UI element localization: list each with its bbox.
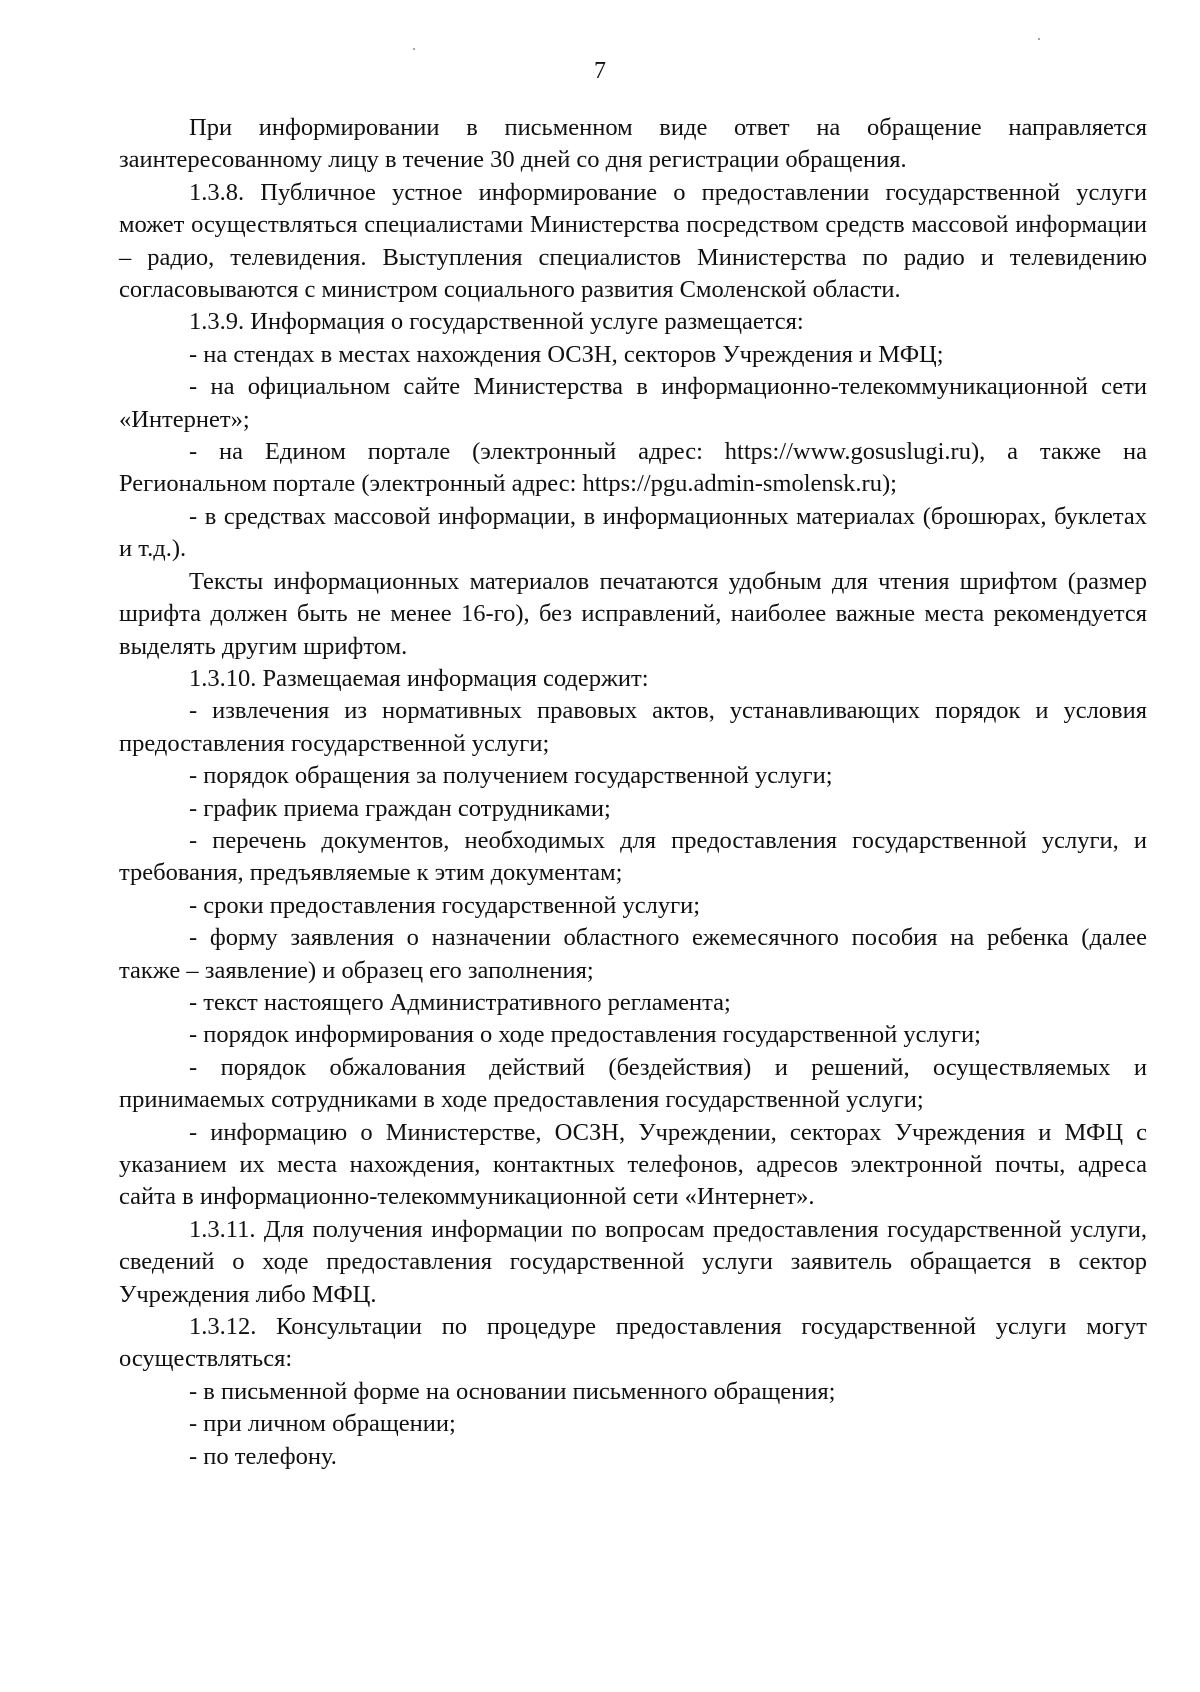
page-number: 7 — [594, 58, 606, 84]
list-item-official-site: - на официальном сайте Министерства в информационно-телекоммуникационной сети «Интернет»; — [119, 373, 1147, 433]
paragraph-1-3-10: 1.3.10. Размещаемая информация содержит: — [189, 664, 649, 692]
paragraph-1-3-9: 1.3.9. Информация о государственной услуге размещается: — [189, 308, 804, 336]
paragraph-1-3-12: 1.3.12. Консультации по процедуре предоставления государственной услуги могут осуществляться: — [119, 1313, 1147, 1373]
list-item-stands: - на стендах в местах нахождения ОСЗН, секторов Учреждения и МФЦ; — [189, 340, 944, 368]
list-item-deadlines: - сроки предоставления государственной услуги; — [189, 891, 701, 919]
list-item-application-procedure: - порядок обращения за получением государственной услуги; — [189, 762, 833, 790]
document-body — [119, 112, 1147, 1473]
paragraph-info-materials: Тексты информационных материалов печатаются удобным для чтения шрифтом (размер шрифта должен быть не менее 16-го), без исправлений, наиболее важные места рекомендуется выделять другим шрифтом. — [119, 567, 1147, 660]
list-item-phone: - по телефону. — [189, 1442, 337, 1470]
scan-speck — [1038, 38, 1040, 40]
list-item-personal-visit: - при личном обращении; — [189, 1410, 456, 1438]
list-item-documents-list: - перечень документов, необходимых для предоставления государственной услуги, и требования, предъявляемые к этим документам; — [119, 826, 1147, 887]
list-item-legal-extracts: - извлечения из нормативных правовых актов, устанавливающих порядок и условия предоставления государственной услуги; — [119, 697, 1147, 757]
list-item-unified-portal: - на Едином портале (электронный адрес: https://www.gosuslugi.ru), а также на Региональном портале (электронный адрес: https://pgu.admin-smolensk.ru); — [119, 438, 1147, 498]
list-item-written-form: - в письменной форме на основании письменного обращения; — [189, 1377, 836, 1405]
list-item-application-form: - форму заявления о назначении областного ежемесячного пособия на ребенка (далее также – заявление) и образец его заполнения; — [119, 924, 1147, 984]
list-item-informing-procedure: - порядок информирования о ходе предоставления государственной услуги; — [189, 1021, 981, 1049]
scan-speck — [413, 48, 415, 50]
paragraph-1-3-11: 1.3.11. Для получения информации по вопросам предоставления государственной услуги, сведений о ходе предоставления государственной услуги заявитель обращается в сектор Учреждения либо МФЦ. — [119, 1215, 1147, 1308]
list-item-mass-media: - в средствах массовой информации, в информационных материалах (брошюрах, буклетах и т.д.). — [119, 502, 1147, 563]
paragraph-1-3-8: 1.3.8. Публичное устное информирование о предоставлении государственной услуги может осуществляться специалистами Министерства посредством средств массовой информации – радио, телевидения. Выступления специалистов Министерства по радио и телевидению согласовываются с министром социального развития Смоленской области. — [119, 178, 1147, 304]
list-item-appeal-procedure: - порядок обжалования действий (бездействия) и решений, осуществляемых и принимаемых сотрудниками в ходе предоставления государственной услуги; — [119, 1053, 1147, 1114]
list-item-regulation-text: - текст настоящего Административного регламента; — [189, 988, 731, 1016]
list-item-reception-schedule: - график приема граждан сотрудниками; — [189, 794, 611, 822]
paragraph-written-response: При информировании в письменном виде ответ на обращение направляется заинтересованному лицу в течение 30 дней со дня регистрации обращения. — [119, 114, 1147, 174]
list-item-contact-info: - информацию о Министерстве, ОСЗН, Учреждении, секторах Учреждения и МФЦ с указанием их места нахождения, контактных телефонов, адресов электронной почты, адреса сайта в информационно-телекоммуникационной сети «Интернет». — [119, 1118, 1147, 1211]
